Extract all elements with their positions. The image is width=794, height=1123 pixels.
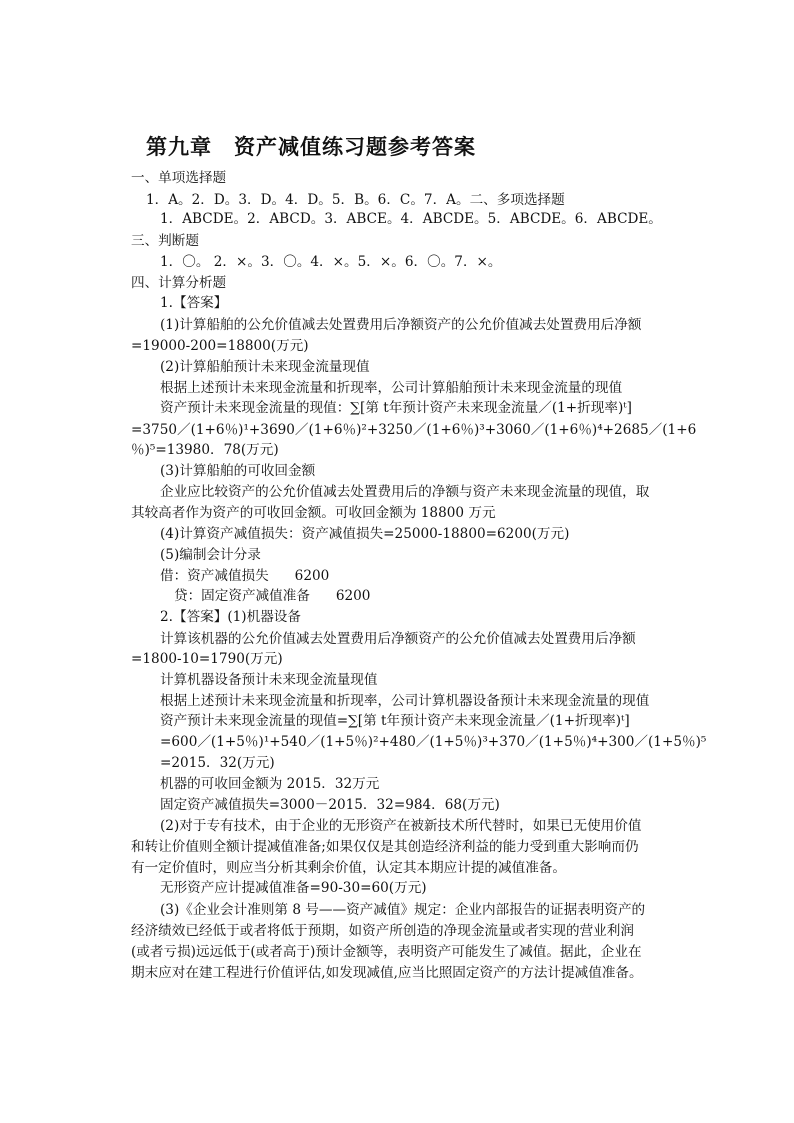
- formula-line: 资产预计未来现金流量的现值：∑[第 t年预计资产未来现金流量／(1+折现率)ᵗ]: [160, 400, 632, 416]
- answer-line: 1．ABCDE。2．ABCD。3．ABCE。4．ABCDE。5．ABCDE。6．ABCDE。: [160, 211, 662, 227]
- text-line: (5)编制会计分录: [160, 547, 261, 563]
- answer-line: 1．A。2．D。3．D。4．D。5．B。6．C。7．A。二、多项选择题: [146, 192, 565, 208]
- section-heading: 一、单项选择题: [131, 170, 227, 186]
- text-line: 计算机器设备预计未来现金流量现值: [160, 672, 378, 688]
- text-line: 企业应比较资产的公允价值减去处置费用后的净额与资产未来现金流量的现值，取: [160, 484, 650, 500]
- formula-line: =3750／(1+6％)¹+3690／(1+6％)²+3250／(1+6％)³+3060／(1+6％)⁴+2685／(1+6: [131, 422, 697, 438]
- text-line: 其较高者作为资产的可收回金额。可收回金额为 18800 万元: [131, 505, 496, 521]
- answer-heading: 1.【答案】: [160, 295, 228, 311]
- section-heading: 三、判断题: [131, 233, 199, 249]
- formula-line: =2015．32(万元): [160, 755, 275, 771]
- text-line: =1800-10=1790(万元): [131, 651, 283, 667]
- section-heading: 四、计算分析题: [131, 275, 227, 291]
- formula-line: 资产预计未来现金流量的现值=∑[第 t年预计资产未来现金流量／(1+折现率)ᵗ]: [160, 713, 630, 729]
- text-line: 机器的可收回金额为 2015．32万元: [160, 776, 380, 792]
- formula-line: =600／(1+5％)¹+540／(1+5％)²+480／(1+5％)³+370／(1+5％)⁴+300／(1+5％)⁵: [160, 734, 707, 750]
- chapter-title: 第九章 资产减值练习题参考答案: [146, 135, 476, 159]
- text-line: (1)计算船舶的公允价值减去处置费用后净额资产的公允价值减去处置费用后净额: [160, 317, 642, 333]
- journal-entry-debit: 借：资产减值损失 6200: [160, 568, 330, 584]
- text-line: (2)对于专有技术，由于企业的无形资产在被新技术所代替时，如果已无使用价值: [160, 818, 642, 834]
- text-line: (2)计算船舶预计未来现金流量现值: [160, 359, 370, 375]
- answer-heading: 2.【答案】(1)机器设备: [160, 609, 301, 625]
- text-line: (或者亏损)远远低于(或者高于)预计金额等，表明资产可能发生了减值。据此，企业在: [131, 944, 642, 960]
- text-line: 期末应对在建工程进行价值评估,如发现减值,应当比照固定资产的方法计提减值准备。: [131, 965, 643, 981]
- text-line: 根据上述预计未来现金流量和折现率，公司计算船舶预计未来现金流量的现值: [160, 380, 623, 396]
- text-line: 无形资产应计提减值准备=90-30=60(万元): [160, 880, 427, 896]
- journal-entry-credit: 贷：固定资产减值准备 6200: [174, 588, 371, 604]
- text-line: 根据上述预计未来现金流量和折现率，公司计算机器设备预计未来现金流量的现值: [160, 693, 650, 709]
- formula-line: ％)⁵=13980．78(万元): [131, 442, 279, 458]
- text-line: 计算该机器的公允价值减去处置费用后净额资产的公允价值减去处置费用后净额: [160, 631, 636, 647]
- answer-line: 1．〇。 2．×。3．〇。4．×。5．×。6．〇。7．×。: [160, 254, 502, 270]
- text-line: 和转让价值则全额计提减值准备;如果仅仅是其创造经济利益的能力受到重大影响而仍: [131, 839, 639, 855]
- text-line: 经济绩效已经低于或者将低于预期，如资产所创造的净现金流量或者实现的营业利润: [131, 923, 634, 939]
- text-line: (3)计算船舶的可收回金额: [160, 463, 316, 479]
- text-line: (3)《企业会计准则第 8 号——资产减值》规定：企业内部报告的证据表明资产的: [160, 902, 646, 918]
- text-line: (4)计算资产减值损失：资产减值损失=25000-18800=6200(万元): [160, 526, 570, 542]
- text-line: 有一定价值时，则应当分析其剩余价值，认定其本期应计提的减值准备。: [131, 860, 566, 876]
- text-line: =19000-200=18800(万元): [131, 338, 309, 354]
- text-line: 固定资产减值损失=3000－2015．32=984．68(万元): [160, 797, 500, 813]
